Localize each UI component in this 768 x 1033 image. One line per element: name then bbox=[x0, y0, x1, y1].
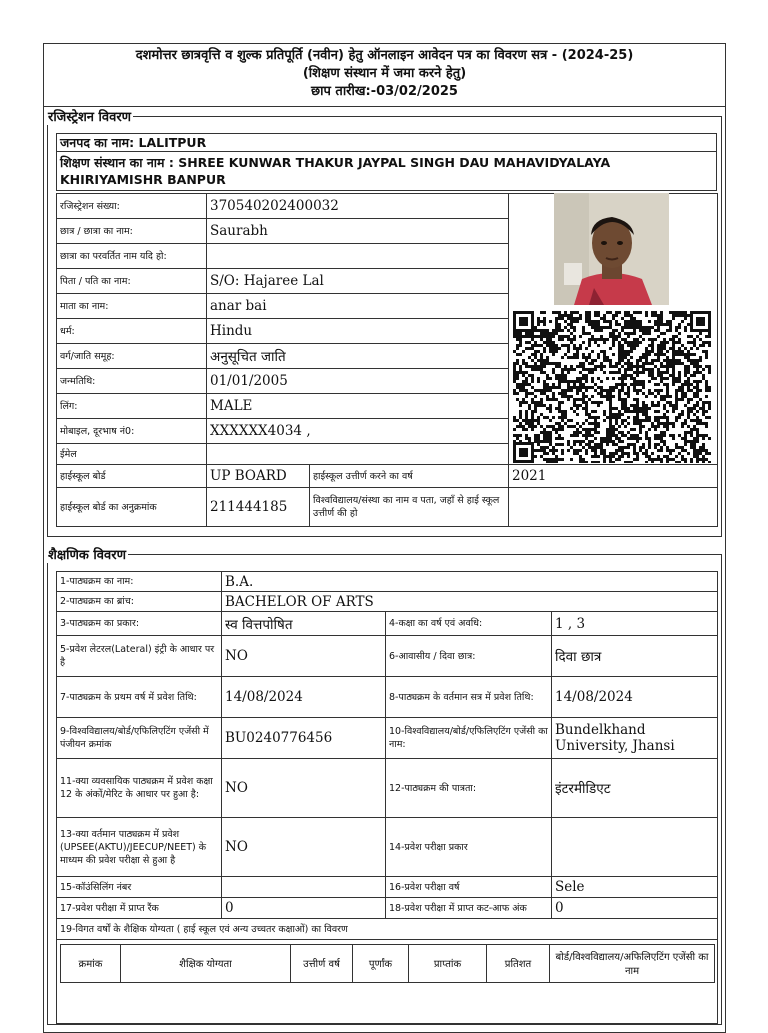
academic-table bbox=[56, 571, 718, 1024]
registration-legend: रजिस्ट्रेशन विवरण bbox=[48, 110, 132, 125]
field-value: 0 bbox=[222, 898, 386, 919]
prev-qualification-title: 19-विगत वर्षों के शैक्षिक योग्यता ( हाई स्कूल एवं अन्य उच्चतर कक्षाओं) का विवरण bbox=[57, 919, 718, 940]
field-label: 9-विश्वविद्यालय/बोर्ड/एफिलिएटिंग एजेंसी में पंजीयन क्रमांक bbox=[57, 718, 222, 759]
field-value bbox=[552, 818, 718, 877]
field-label: 3-पाठ्यक्रम का प्रकार: bbox=[57, 612, 222, 636]
reg-value: Hindu bbox=[207, 319, 509, 344]
reg-label: धर्म: bbox=[57, 319, 207, 344]
reg-label: ईमेल bbox=[57, 444, 207, 465]
hs-univ-value bbox=[509, 488, 718, 527]
field-label: 17-प्रवेश परीक्षा में प्राप्त रैंक bbox=[57, 898, 222, 919]
prev-qualification-table bbox=[60, 944, 715, 983]
prev-qualification-header: प्रतिशत bbox=[487, 944, 550, 982]
prev-qualification-header: शैक्षिक योग्यता bbox=[121, 944, 291, 982]
field-value: 14/08/2024 bbox=[552, 677, 718, 718]
field-label: 4-कक्षा का वर्ष एवं अवधि: bbox=[386, 612, 552, 636]
reg-label: छात्रा का परवर्तित नाम यदि हो: bbox=[57, 244, 207, 269]
hs-univ-label: विश्वविद्यालय/संस्था का नाम व पता, जहाँ से हाई स्कूल उत्तीर्ण की हो bbox=[313, 495, 500, 519]
reg-value: MALE bbox=[207, 394, 509, 419]
field-value: 0 bbox=[552, 898, 718, 919]
institution-name: शिक्षण संस्थान का नाम : SHREE KUNWAR THAKUR JAYPAL SINGH DAU MAHAVIDYALAYA KHIRIYAMISHR BANPUR bbox=[57, 152, 717, 191]
course-label: 2-पाठ्यक्रम का ब्रांच: bbox=[57, 592, 222, 612]
hs-board-label: हाईस्कूल बोर्ड bbox=[57, 465, 207, 488]
field-label: 11-क्या व्यवसायिक पाठ्यक्रम में प्रवेश कक्षा 12 के अंकों/मेरिट के आधार पर हुआ है: bbox=[57, 759, 222, 818]
reg-label: वर्ग/जाति समूह: bbox=[57, 344, 207, 369]
qr-code bbox=[513, 311, 711, 463]
form-title: दशमोत्तर छात्रवृत्ति व शुल्क प्रतिपूर्ति (नवीन) हेतु ऑनलाइन आवेदन पत्र का विवरण सत्र - (2024-25) bbox=[135, 48, 634, 63]
reg-label: लिंग: bbox=[57, 394, 207, 419]
field-label: 18-प्रवेश परीक्षा में प्राप्त कट-आफ अंक bbox=[386, 898, 552, 919]
field-value: NO bbox=[222, 818, 386, 877]
prev-qualification-container bbox=[57, 940, 718, 1024]
reg-label: छात्र / छात्रा का नाम: bbox=[57, 219, 207, 244]
reg-value: anar bai bbox=[207, 294, 509, 319]
course-value: BACHELOR OF ARTS bbox=[222, 592, 718, 612]
print-date: छाप तारीख:-03/02/2025 bbox=[311, 84, 458, 99]
field-label: 15-कॉउंसिलिंग नंबर bbox=[57, 877, 222, 898]
reg-value: S/O: Hajaree Lal bbox=[207, 269, 509, 294]
field-value: NO bbox=[222, 636, 386, 677]
form-header bbox=[44, 44, 725, 101]
field-label: 14-प्रवेश परीक्षा प्रकार bbox=[386, 818, 552, 877]
reg-value: 01/01/2005 bbox=[207, 369, 509, 394]
registration-top-table bbox=[56, 133, 717, 191]
reg-label: पिता / पति का नाम: bbox=[57, 269, 207, 294]
course-label: 1-पाठ्यक्रम का नाम: bbox=[57, 572, 222, 592]
reg-label: रजिस्ट्रेशन संख्या: bbox=[57, 194, 207, 219]
reg-value bbox=[207, 244, 509, 269]
field-value: 1 , 3 bbox=[552, 612, 718, 636]
prev-qualification-header: उत्तीर्ण वर्ष bbox=[291, 944, 353, 982]
reg-label: मोबाइल, दूरभाष नं0: bbox=[57, 419, 207, 444]
prev-qualification-header: पूर्णांक bbox=[353, 944, 409, 982]
field-value: NO bbox=[222, 759, 386, 818]
hs-roll-value: 211444185 bbox=[207, 488, 310, 526]
reg-value: 370540202400032 bbox=[207, 194, 509, 219]
field-value: 14/08/2024 bbox=[222, 677, 386, 718]
prev-qualification-header: बोर्ड/विश्वविद्यालय/अफिलिएटिंग एजेंसी का नाम bbox=[550, 944, 715, 982]
reg-label: माता का नाम: bbox=[57, 294, 207, 319]
field-label: 8-पाठ्यक्रम के वर्तमान सत्र में प्रवेश तिथि: bbox=[386, 677, 552, 718]
reg-label: जन्मतिथि: bbox=[57, 369, 207, 394]
field-label: 10-विश्वविद्यालय/बोर्ड/एफिलिएटिंग एजेंसी का नाम: bbox=[386, 718, 552, 759]
field-label: 16-प्रवेश परीक्षा वर्ष bbox=[386, 877, 552, 898]
prev-qualification-header: प्राप्तांक bbox=[409, 944, 487, 982]
field-value: इंटरमीडिएट bbox=[552, 759, 718, 818]
reg-value: Saurabh bbox=[207, 219, 509, 244]
reg-value: XXXXXX4034 , bbox=[207, 419, 509, 444]
field-value: Bundelkhand University, Jhansi bbox=[552, 718, 718, 759]
field-label: 6-आवासीय / दिवा छात्र: bbox=[386, 636, 552, 677]
academic-legend: शैक्षणिक विवरण bbox=[48, 548, 126, 563]
student-photo bbox=[554, 193, 669, 305]
field-label: 7-पाठ्यक्रम के प्रथम वर्ष में प्रवेश तिथि: bbox=[57, 677, 222, 718]
course-value: B.A. bbox=[222, 572, 718, 592]
field-value: BU0240776456 bbox=[222, 718, 386, 759]
field-label: 13-क्या वर्तमान पाठ्यक्रम में प्रवेश (UPSEE(AKTU)/JEECUP/NEET) के माध्यम की प्रवेश परीक्षा से हुआ है bbox=[57, 818, 222, 877]
district-name: जनपद का नाम: LALITPUR bbox=[57, 134, 717, 152]
hs-roll-label: हाईस्कूल बोर्ड का अनुक्रमांक bbox=[57, 488, 207, 527]
field-value: दिवा छात्र bbox=[552, 636, 718, 677]
field-value: स्व वित्तपोषित bbox=[222, 612, 386, 636]
field-value bbox=[222, 877, 386, 898]
field-label: 5-प्रवेश लेटरल(Lateral) इंट्री के आधार पर है bbox=[57, 636, 222, 677]
prev-qualification-header: क्रमांक bbox=[61, 944, 121, 982]
hs-year-label: हाईस्कूल उत्तीर्ण करने का वर्ष bbox=[313, 470, 413, 482]
field-value: Sele bbox=[552, 877, 718, 898]
field-label: 12-पाठ्यक्रम की पात्रता: bbox=[386, 759, 552, 818]
form-subtitle: (शिक्षण संस्थान में जमा करने हेतु) bbox=[302, 66, 467, 81]
reg-value bbox=[207, 444, 509, 465]
hs-year-value: 2021 bbox=[509, 465, 718, 488]
hs-roll-cell bbox=[207, 488, 509, 527]
reg-value: अनुसूचित जाति bbox=[207, 344, 509, 369]
hs-board-value: UP BOARD bbox=[207, 465, 310, 487]
hs-board-cell bbox=[207, 465, 509, 488]
